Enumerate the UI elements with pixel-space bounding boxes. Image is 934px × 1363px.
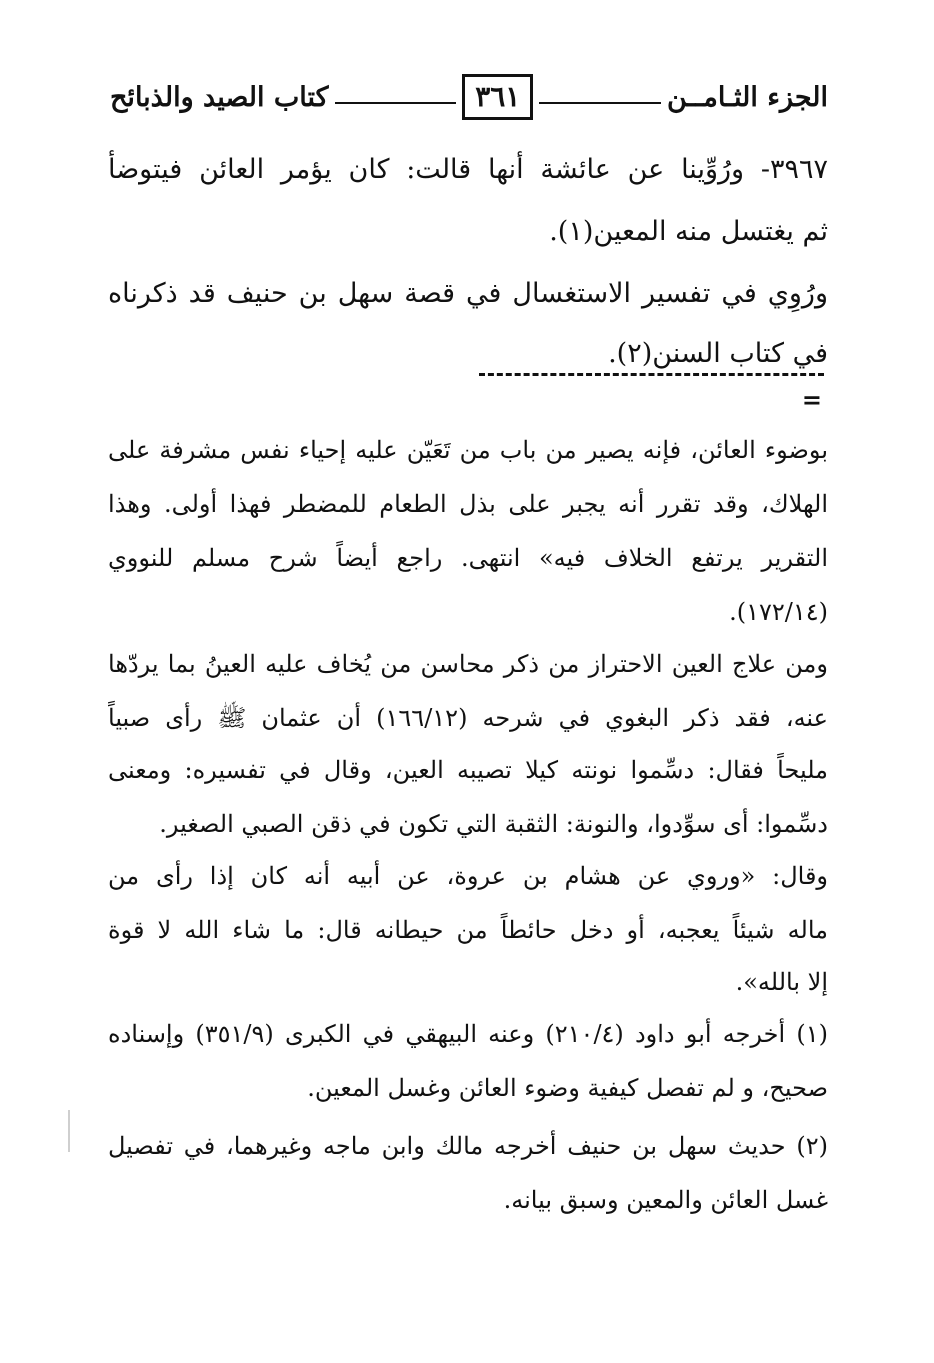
commentary-line: التقرير يرتفع الخلاف فيه» انتهى. راجع أيضاً شرح مسلم للنووي	[108, 544, 828, 572]
commentary-line: ومن علاج العين الاحتراز من ذكر محاسن من يُخاف عليه العينُ بما يردّها	[108, 650, 828, 678]
footnote-line: (١) أخرجه أبو داود (٢١٠/٤) وعنه البيهقي في الكبرى (٣٥١/٩) وإسناده	[108, 1020, 828, 1048]
commentary-line: وقال: «وروي عن هشام بن عروة، عن أبيه أنه كان إذا رأى من	[108, 862, 828, 890]
commentary-line: دسِّموا: أى سوِّدوا، والنونة: الثقبة التي تكون في ذقن الصبي الصغير.	[159, 810, 828, 838]
main-text-line: في كتاب السنن(٢).	[608, 338, 828, 369]
commentary-line: عنه، فقد ذكر البغوي في شرحه (١٦٦/١٢) أن عثمان ﷺ رأى صبياً	[108, 704, 828, 732]
continuation-mark: =	[801, 385, 822, 414]
main-text-line: ٣٩٦٧- ورُوِّينا عن عائشة أنها قالت: كان يؤمر العائن فيتوضأ	[108, 154, 828, 185]
commentary-line: الهلاك، وقد تقرر أنه يجبر على بذل الطعام للمضطر فهذا أولى. وهذا	[108, 490, 828, 518]
header-rule-right	[539, 102, 661, 104]
main-text-line: ورُوِي في تفسير الاستغسال في قصة سهل بن حنيف قد ذكرناه	[108, 278, 828, 309]
commentary-line: بوضوء العائن، فإنه يصير من باب من تَعَيّن عليه إحياء نفس مشرفة على	[108, 436, 828, 464]
page-number: ٣٦١	[462, 74, 533, 120]
running-head	[110, 72, 828, 122]
header-rule-left	[335, 102, 457, 104]
separator-rule	[479, 373, 824, 380]
part-title: الجزء الثـامــن	[667, 81, 828, 113]
main-text-line: ثم يغتسل منه المعين(١).	[549, 216, 828, 247]
footnote-line: (٢) حديث سهل بن حنيف أخرجه مالك وابن ماجه وغيرهما، في تفصيل	[108, 1132, 828, 1160]
footnote-line: صحيح، و لم تفصل كيفية وضوء العائن وغسل المعين.	[307, 1074, 828, 1102]
footnote-line: غسل العائن والمعين وسبق بيانه.	[503, 1186, 828, 1214]
commentary-line: مليحاً فقال: دسِّموا نونته كيلا تصيبه العين، وقال في تفسيره: ومعنى	[108, 756, 828, 784]
commentary-line: (١٧٢/١٤).	[729, 598, 828, 626]
book-title: كتاب الصيد والذبائح	[110, 81, 329, 113]
commentary-line: ماله شيئاً يعجبه، أو دخل حائطاً من حيطانه قال: ما شاء الله لا قوة	[108, 916, 828, 944]
scan-edge-mark	[68, 1110, 70, 1152]
commentary-line: إلا بالله».	[735, 968, 828, 996]
